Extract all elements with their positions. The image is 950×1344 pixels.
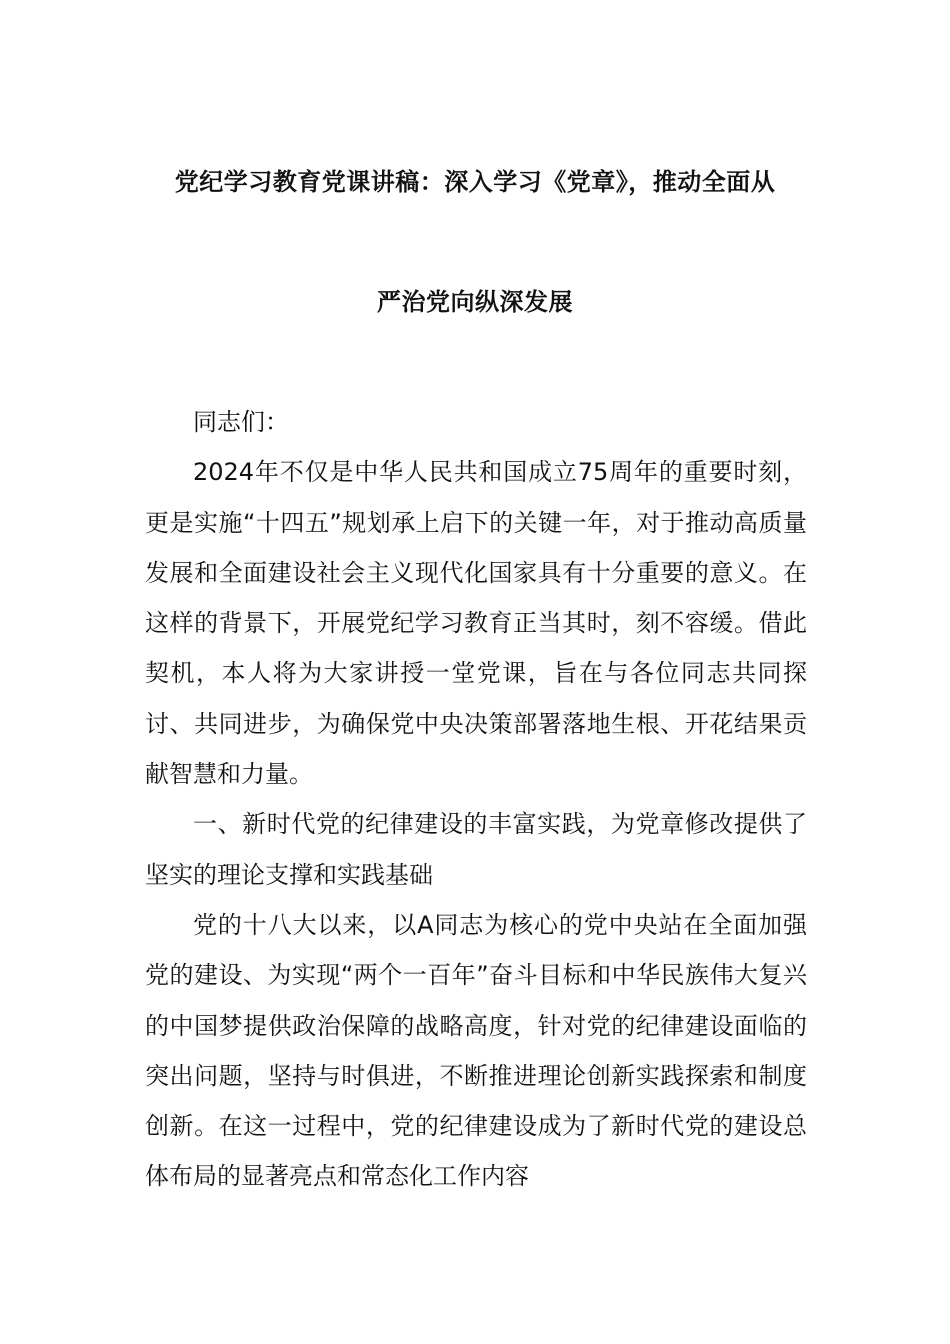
paragraph-intro: 2024年不仅是中华人民共和国成立75周年的重要时刻，更是实施“十四五”规划承上启下的关键一年，对于推动高质量发展和全面建设社会主义现代化国家具有十分重要的意义。在这样的背景下，开展党纪学习教育正当其时，刻不容缓。借此契机，本人将为大家讲授一堂党课，旨在与各位同志共同探讨、共同进步，为确保党中央决策部署落地生根、开花结果贡献智慧和力量。 bbox=[145, 458, 807, 789]
document-title-line-2: 严治党向纵深发展 bbox=[377, 288, 573, 316]
document-body bbox=[145, 397, 807, 1202]
paragraph-section-1: 党的十八大以来，以A同志为核心的党中央站在全面加强党的建设、为实现“两个一百年”奋斗目标和中华民族伟大复兴的中国梦提供政治保障的战略高度，针对党的纪律建设面临的突出问题，坚持与时俱进，不断推进理论创新实践探索和制度创新。在这一过程中，党的纪律建设成为了新时代党的建设总体布局的显著亮点和常态化工作内容 bbox=[145, 910, 807, 1191]
salutation: 同志们： bbox=[193, 408, 289, 436]
document-title-line-1: 党纪学习教育党课讲稿：深入学习《党章》，推动全面从 bbox=[174, 168, 776, 196]
section-heading-1: 一、新时代党的纪律建设的丰富实践，为党章修改提供了坚实的理论支撑和实践基础 bbox=[145, 810, 807, 889]
